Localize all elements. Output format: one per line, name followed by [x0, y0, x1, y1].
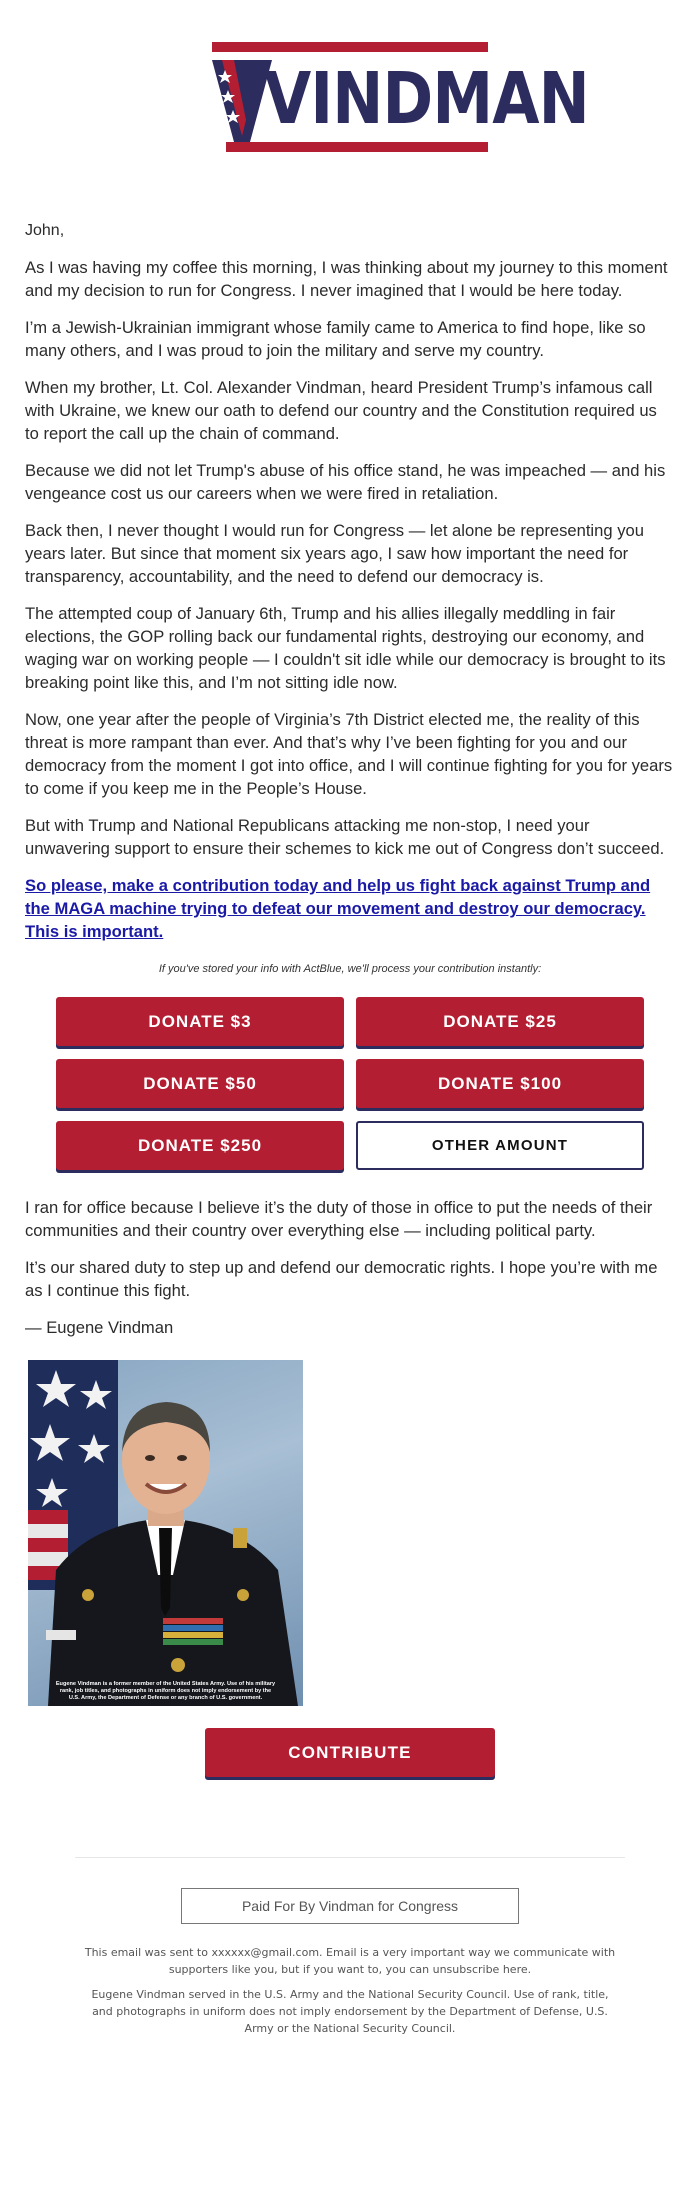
logo-top-stripe [212, 42, 488, 52]
contribute-link[interactable]: So please, make a contribution today and help us fight back against Trump and the MAGA machine trying to defeat our movement and destroy our democracy. This is important. [25, 876, 651, 941]
paragraph: The attempted coup of January 6th, Trump and his allies illegally meddling in fair elections, the GOP rolling back our fundamental rights, destroying our economy, and waging war on working people — I couldn't sit idle while our democracy is brought to its breaking point like this, and I’m not sitting idle now. [25, 604, 666, 692]
portrait-photo [28, 1360, 303, 1706]
logo-bottom-stripe [226, 142, 488, 152]
donate-25-button[interactable]: DONATE $25 [356, 997, 644, 1046]
paid-for-box: Paid For By Vindman for Congress [181, 1888, 519, 1924]
donate-100-button[interactable]: DONATE $100 [356, 1059, 644, 1108]
email-content [0, 220, 700, 1777]
donate-50-button[interactable]: DONATE $50 [56, 1059, 344, 1108]
footer-divider [75, 1857, 625, 1858]
footer-sent-to [80, 1944, 620, 1978]
vindman-logo [212, 42, 589, 154]
unsubscribe-link[interactable]: unsubscribe here [432, 1963, 528, 1976]
contribute-button[interactable]: CONTRIBUTE [205, 1728, 495, 1777]
email-body [0, 42, 700, 2037]
closing-paragraph: I ran for office because I believe it’s the duty of those in office to put the needs of their communities and their country over everything else — including political party. [25, 1198, 653, 1240]
other-amount-button[interactable]: OTHER AMOUNT [356, 1121, 644, 1170]
donate-button-grid [56, 997, 644, 1170]
sent-to-prefix: This email was sent to [84, 1946, 212, 1959]
greeting: John, [25, 222, 65, 239]
paragraph: I’m a Jewish-Ukrainian immigrant whose family came to America to find hope, like so many others, and I was proud to join the military and serve my country. [25, 318, 646, 360]
donate-250-button[interactable]: DONATE $250 [56, 1121, 344, 1170]
paragraph: But with Trump and National Republicans attacking me non-stop, I need your unwavering support to ensure their schemes to kick me out of Congress don’t succeed. [25, 816, 665, 858]
logo-wordmark: VINDMAN [264, 57, 589, 140]
photo-caption: Eugene Vindman is a former member of the United States Army. Use of his military rank, job titles, and photographs in uniform does not imply endorsement by the U.S. Army, the Department of Defense or any branch of U.S. government. [55, 1681, 276, 1701]
sent-to-end: . [527, 1963, 532, 1976]
actblue-note: If you've stored your info with ActBlue, we'll process your contribution instantly: [158, 963, 542, 975]
paragraph: When my brother, Lt. Col. Alexander Vindman, heard President Trump’s infamous call with Ukraine, we knew our oath to defend our country and the Constitution required us to report the call up the chain of command. [25, 378, 657, 443]
portrait-illustration [28, 1360, 303, 1706]
closing-paragraph: It’s our shared duty to step up and defend our democratic rights. I hope you’re with me as I continue this fight. [25, 1258, 658, 1300]
donate-3-button[interactable]: DONATE $3 [56, 997, 344, 1046]
logo-v-star-icon [212, 60, 272, 142]
footer-disclaimer: Eugene Vindman served in the U.S. Army and the National Security Council. Use of rank, title, and photographs in uniform does not imply endorsement by the Department of Defense, U.S. Army or the National Security Council. [91, 1988, 609, 2035]
sent-to-suffix: . Email is a very important way we communicate with supporters like you, but if you want to, you can [168, 1946, 616, 1976]
paragraph: Back then, I never thought I would run for Congress — let alone be representing you years later. But since that moment six years ago, I saw how important the need for transparency, accountability, and the need to defend our democracy is. [25, 521, 644, 586]
paragraph: As I was having my coffee this morning, I was thinking about my journey to this moment and my decision to run for Congress. I never imagined that I would be here today. [25, 258, 668, 300]
paragraph: Because we did not let Trump's abuse of his office stand, he was impeached — and his vengeance cost us our careers when we were fired in retaliation. [25, 461, 666, 503]
signoff: — Eugene Vindman [25, 1318, 174, 1337]
paragraph: Now, one year after the people of Virginia’s 7th District elected me, the reality of this threat is more rampant than ever. And that’s why I’ve been fighting for you and our democracy from the moment I got into office, and I will continue fighting for you for years to come if you keep me in the People’s House. [25, 710, 673, 798]
recipient-email-link[interactable]: xxxxxx@gmail.com [211, 1946, 320, 1959]
